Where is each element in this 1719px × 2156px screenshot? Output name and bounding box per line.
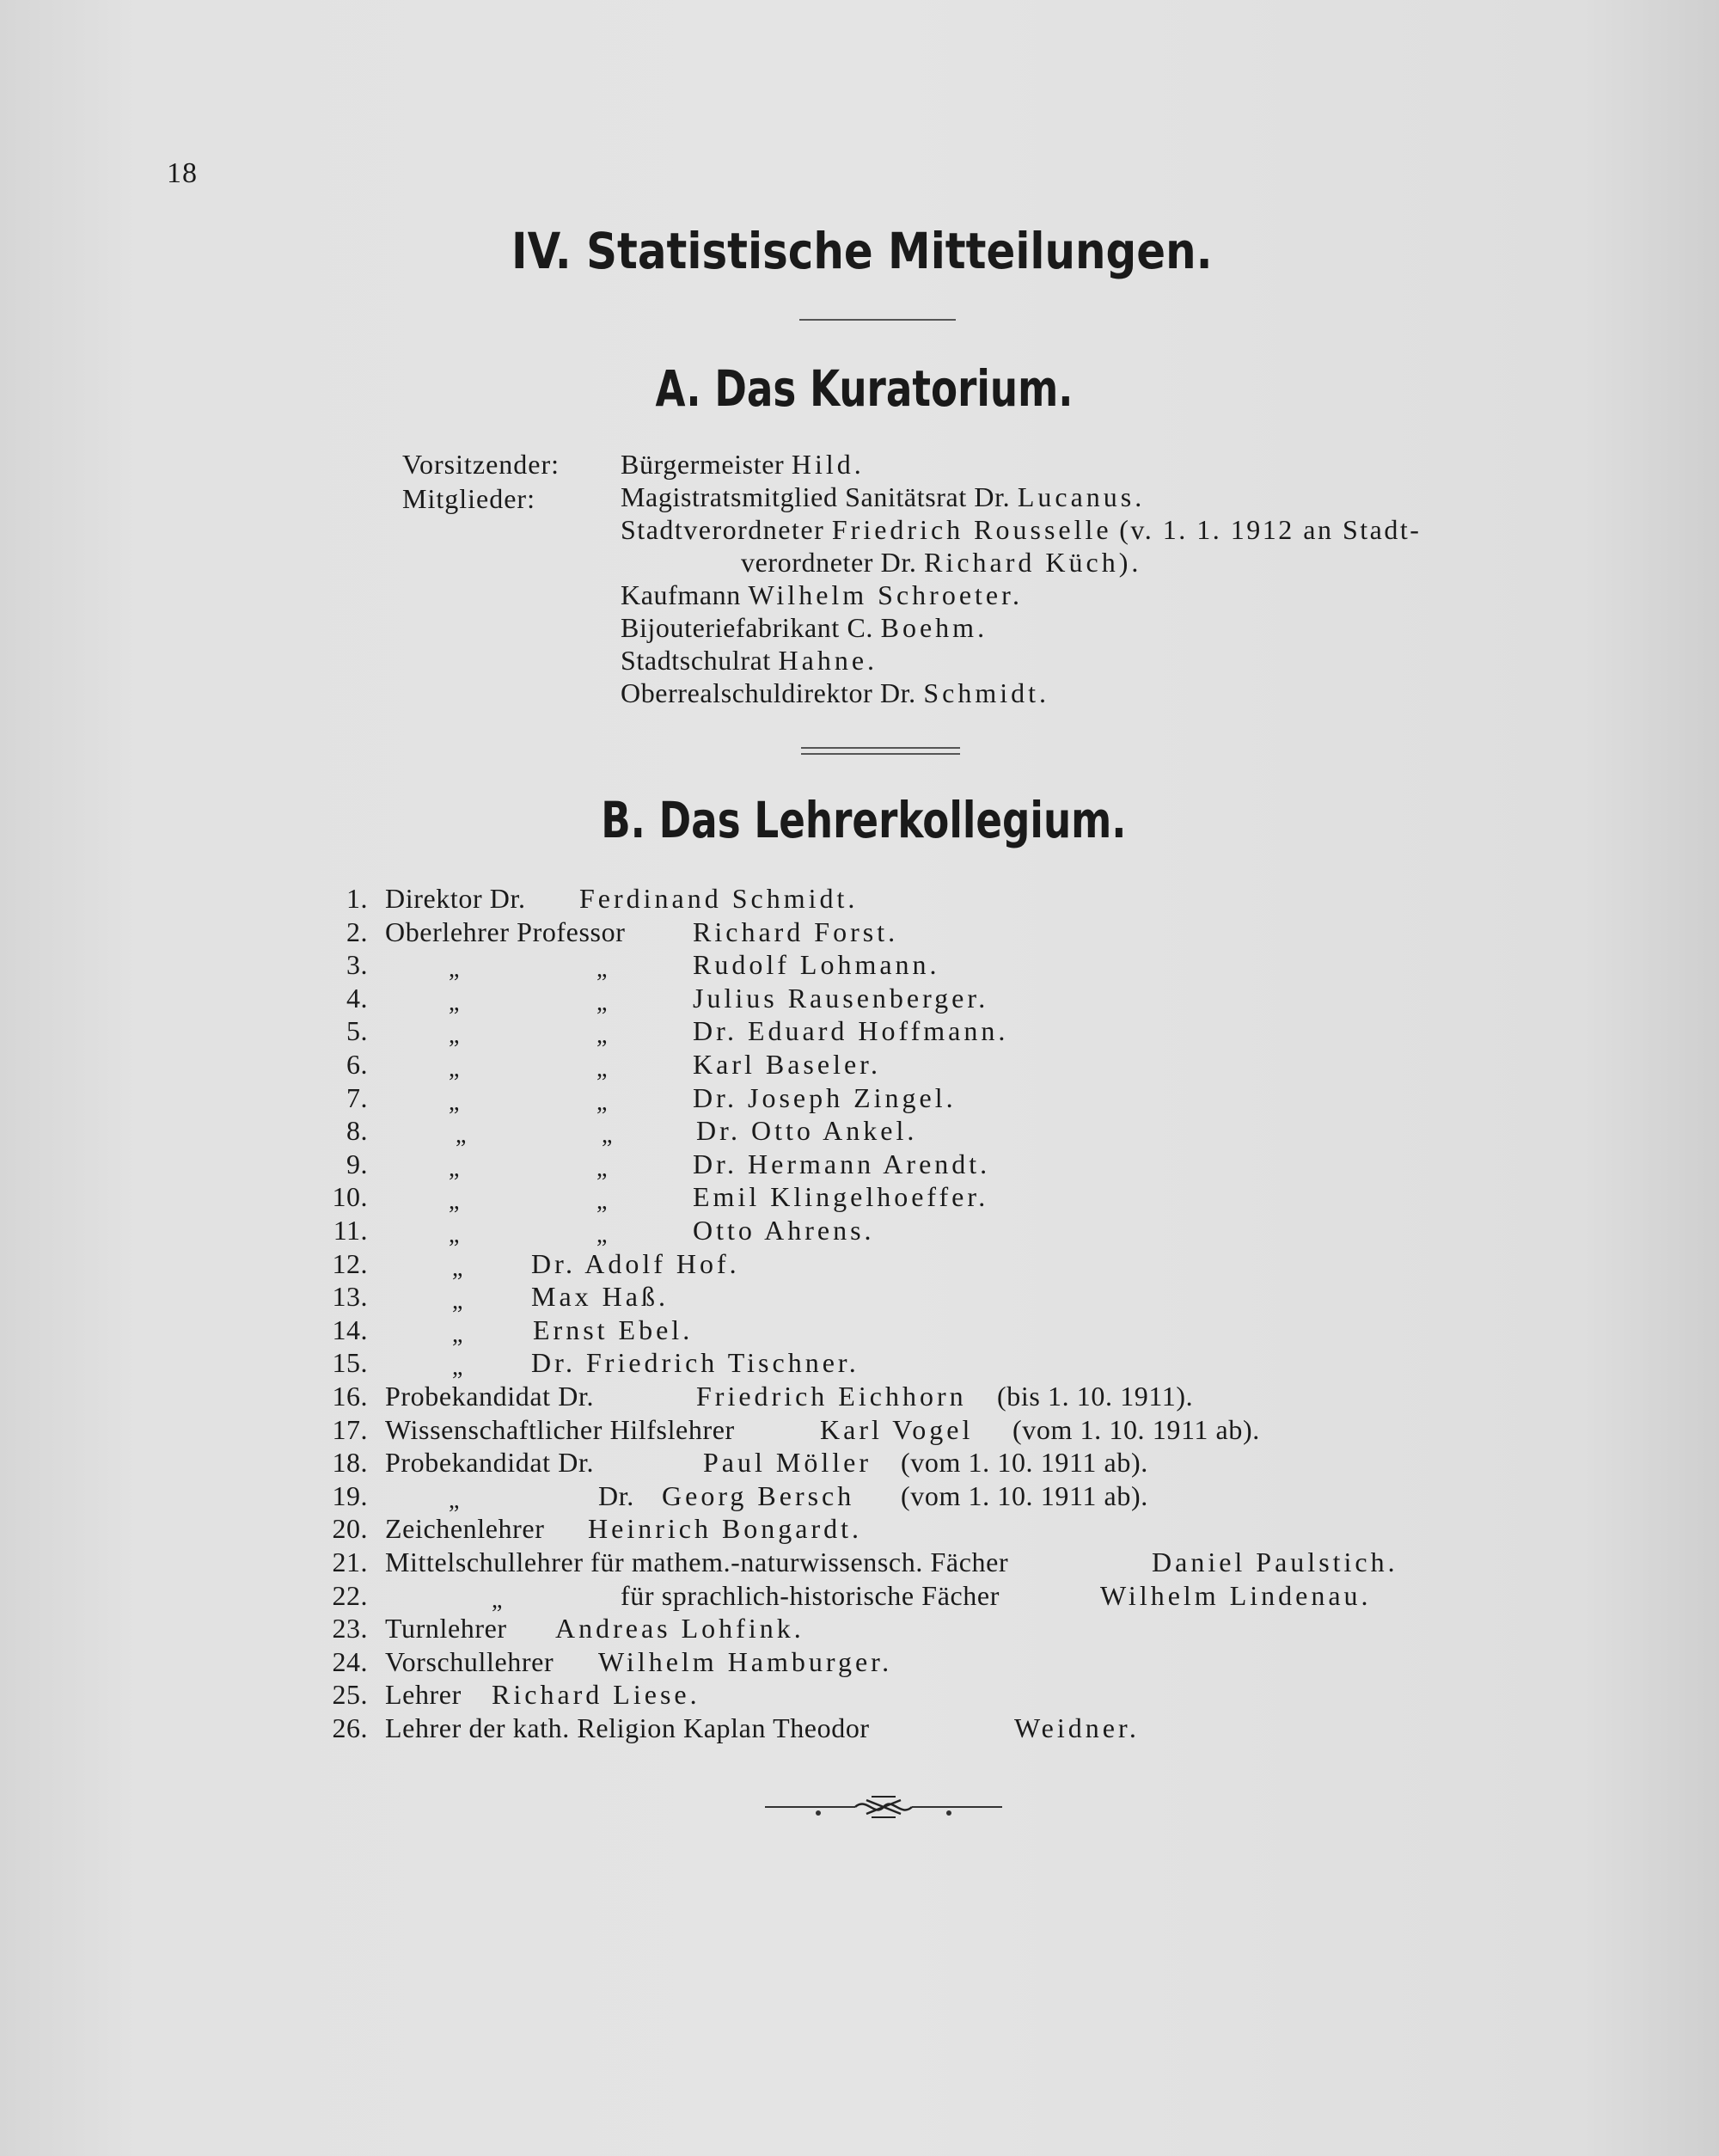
section-rule bbox=[801, 753, 960, 755]
teacher-number: 17. bbox=[332, 1414, 368, 1445]
teacher-number: 24. bbox=[332, 1646, 368, 1677]
teacher-number: 13. bbox=[332, 1281, 368, 1312]
teacher-note: (vom 1. 10. 1911 ab). bbox=[1012, 1414, 1260, 1445]
teacher-role: Mittelschullehrer für mathem.-naturwissensch. Fächer bbox=[385, 1547, 1009, 1577]
teacher-name: Max Haß. bbox=[531, 1281, 669, 1312]
teacher-row bbox=[0, 1082, 1719, 1115]
teacher-role: Direktor Dr. bbox=[385, 883, 526, 914]
member-role: Oberrealschuldirektor Dr. bbox=[621, 677, 916, 708]
teacher-name: Friedrich Eichhorn bbox=[696, 1381, 967, 1412]
teacher-name: Ferdinand Schmidt. bbox=[579, 883, 859, 914]
teacher-name: Emil Klingelhoeffer. bbox=[693, 1181, 989, 1212]
section-rule bbox=[801, 747, 960, 749]
teacher-row bbox=[0, 1381, 1719, 1413]
member-role: Bijouteriefabrikant C. bbox=[621, 612, 874, 643]
page-title: IV. Statistische Mitteilungen. bbox=[511, 222, 1213, 280]
ditto-mark: „ bbox=[449, 1222, 460, 1248]
teacher-number: 14. bbox=[332, 1314, 368, 1345]
ditto-mark: „ bbox=[596, 1056, 608, 1082]
teacher-number: 5. bbox=[346, 1015, 368, 1046]
teacher-role: Oberlehrer Professor bbox=[385, 916, 626, 947]
teacher-number: 1. bbox=[346, 883, 368, 914]
member-entry bbox=[621, 677, 1049, 709]
member-name: Boehm. bbox=[880, 612, 988, 643]
ditto-mark: „ bbox=[452, 1354, 463, 1381]
ditto-mark: „ bbox=[492, 1587, 503, 1614]
teacher-number: 26. bbox=[332, 1712, 368, 1743]
teacher-row bbox=[0, 1513, 1719, 1546]
teacher-number: 7. bbox=[346, 1082, 368, 1113]
teacher-role: Lehrer bbox=[385, 1679, 462, 1710]
teacher-number: 23. bbox=[332, 1613, 368, 1644]
member-name: Wilhelm Schroeter. bbox=[748, 579, 1024, 610]
teacher-name: Dr. Eduard Hoffmann. bbox=[693, 1015, 1009, 1046]
teacher-number: 12. bbox=[332, 1248, 368, 1279]
ditto-mark: „ bbox=[596, 1222, 608, 1248]
teacher-row bbox=[0, 1281, 1719, 1314]
teacher-role: Probekandidat Dr. bbox=[385, 1381, 595, 1412]
teacher-number: 25. bbox=[332, 1679, 368, 1710]
teacher-name: Otto Ahrens. bbox=[693, 1215, 875, 1246]
teacher-row bbox=[0, 1049, 1719, 1081]
teacher-name: Wilhelm Hamburger. bbox=[598, 1646, 893, 1677]
title-rule bbox=[799, 319, 956, 321]
teacher-row bbox=[0, 1115, 1719, 1148]
teacher-row bbox=[0, 1148, 1719, 1181]
teacher-name: Dr. Hermann Arendt. bbox=[693, 1148, 991, 1179]
member-entry bbox=[621, 481, 1145, 513]
member-role: Stadtschulrat bbox=[621, 645, 771, 676]
teacher-role: für sprachlich-historische Fächer bbox=[621, 1580, 1000, 1611]
teacher-row bbox=[0, 1480, 1719, 1513]
teacher-row bbox=[0, 1679, 1719, 1712]
teacher-role: Dr. bbox=[598, 1480, 634, 1511]
teacher-name: Heinrich Bongardt. bbox=[588, 1513, 863, 1544]
ditto-mark: „ bbox=[449, 956, 460, 983]
teacher-name: Rudolf Lohmann. bbox=[693, 949, 940, 980]
ditto-mark: „ bbox=[596, 956, 608, 983]
member-note: (v. 1. 1. 1912 an Stadt- bbox=[1119, 514, 1422, 545]
ditto-mark: „ bbox=[596, 1155, 608, 1182]
teacher-number: 22. bbox=[332, 1580, 368, 1611]
teacher-name: Karl Baseler. bbox=[693, 1049, 882, 1080]
ditto-mark: „ bbox=[449, 1188, 460, 1215]
teacher-number: 2. bbox=[346, 916, 368, 947]
teacher-number: 10. bbox=[332, 1181, 368, 1212]
teacher-row bbox=[0, 1215, 1719, 1247]
ditto-mark: „ bbox=[449, 1155, 460, 1182]
teacher-number: 19. bbox=[332, 1480, 368, 1511]
member-name: Hahne. bbox=[778, 645, 878, 676]
teacher-number: 9. bbox=[346, 1148, 368, 1179]
chair-label: Vorsitzender: bbox=[402, 449, 560, 480]
teacher-note: (vom 1. 10. 1911 ab). bbox=[901, 1447, 1148, 1478]
teacher-role: Lehrer der kath. Religion Kaplan Theodor bbox=[385, 1712, 870, 1743]
teacher-name: Weidner. bbox=[1014, 1712, 1140, 1743]
teacher-row bbox=[0, 1015, 1719, 1048]
ditto-mark: „ bbox=[452, 1288, 463, 1314]
ditto-mark: „ bbox=[596, 1089, 608, 1116]
teacher-row bbox=[0, 1248, 1719, 1281]
teacher-row bbox=[0, 916, 1719, 949]
member-name: Schmidt. bbox=[923, 677, 1050, 708]
ditto-mark: „ bbox=[449, 1022, 460, 1049]
teacher-name: Ernst Ebel. bbox=[533, 1314, 694, 1345]
section-heading-kuratorium: A. Das Kuratorium. bbox=[655, 359, 1074, 418]
teacher-row bbox=[0, 1580, 1719, 1613]
member-entry bbox=[621, 612, 988, 644]
ditto-mark: „ bbox=[602, 1122, 613, 1148]
member-role: Stadtverordneter bbox=[621, 514, 825, 545]
teacher-name: Richard Liese. bbox=[492, 1679, 700, 1710]
teacher-name: Karl Vogel bbox=[820, 1414, 974, 1445]
teacher-number: 6. bbox=[346, 1049, 368, 1080]
teacher-number: 21. bbox=[332, 1547, 368, 1577]
ditto-mark: „ bbox=[452, 1255, 463, 1282]
member-entry bbox=[621, 514, 1421, 546]
member-name: Friedrich Rousselle bbox=[831, 514, 1112, 545]
members-label: Mitglieder: bbox=[402, 483, 535, 514]
teacher-row bbox=[0, 949, 1719, 982]
teacher-name: Wilhelm Lindenau. bbox=[1100, 1580, 1372, 1611]
ornament-divider-icon bbox=[765, 1793, 1002, 1821]
teacher-row bbox=[0, 1347, 1719, 1380]
teacher-row bbox=[0, 1447, 1719, 1479]
ditto-mark: „ bbox=[452, 1321, 463, 1348]
teacher-number: 11. bbox=[333, 1215, 368, 1246]
teacher-name: Paul Möller bbox=[703, 1447, 872, 1478]
teacher-name: Dr. Joseph Zingel. bbox=[693, 1082, 957, 1113]
teacher-name: Richard Forst. bbox=[693, 916, 899, 947]
teacher-name: Dr. Friedrich Tischner. bbox=[531, 1347, 860, 1378]
member-entry bbox=[621, 579, 1023, 611]
teacher-name: Georg Bersch bbox=[662, 1480, 855, 1511]
teacher-role: Zeichenlehrer bbox=[385, 1513, 545, 1544]
teacher-note: (bis 1. 10. 1911). bbox=[997, 1381, 1194, 1412]
teacher-name: Andreas Lohfink. bbox=[555, 1613, 804, 1644]
ditto-mark: „ bbox=[449, 1487, 460, 1514]
chair-role: Bürgermeister bbox=[621, 449, 785, 480]
teacher-name: Dr. Adolf Hof. bbox=[531, 1248, 740, 1279]
ditto-mark: „ bbox=[596, 989, 608, 1016]
teacher-number: 16. bbox=[332, 1381, 368, 1412]
ditto-mark: „ bbox=[456, 1122, 467, 1148]
page-number: 18 bbox=[167, 157, 198, 189]
teacher-row bbox=[0, 1646, 1719, 1679]
member-entry bbox=[621, 645, 878, 677]
ditto-mark: „ bbox=[449, 989, 460, 1016]
chair-entry bbox=[621, 449, 865, 481]
member-entry-continued bbox=[741, 547, 1141, 579]
teacher-role: Wissenschaftlicher Hilfslehrer bbox=[385, 1414, 735, 1445]
member-role: verordneter Dr. bbox=[741, 547, 917, 578]
teacher-row bbox=[0, 883, 1719, 916]
teacher-number: 15. bbox=[332, 1347, 368, 1378]
ditto-mark: „ bbox=[596, 1022, 608, 1049]
member-role: Kaufmann bbox=[621, 579, 741, 610]
teacher-name: Daniel Paulstich. bbox=[1152, 1547, 1398, 1577]
teacher-row bbox=[0, 1314, 1719, 1347]
teacher-number: 3. bbox=[346, 949, 368, 980]
ditto-mark: „ bbox=[449, 1089, 460, 1116]
teacher-number: 4. bbox=[346, 983, 368, 1014]
teacher-number: 20. bbox=[332, 1513, 368, 1544]
teacher-number: 8. bbox=[346, 1115, 368, 1146]
teacher-role: Probekandidat Dr. bbox=[385, 1447, 595, 1478]
teacher-row bbox=[0, 1712, 1719, 1745]
teacher-role: Vorschullehrer bbox=[385, 1646, 554, 1677]
teacher-row bbox=[0, 1181, 1719, 1214]
section-heading-lehrerkollegium: B. Das Lehrerkollegium. bbox=[601, 791, 1127, 849]
ditto-mark: „ bbox=[596, 1188, 608, 1215]
chair-name: Hild. bbox=[791, 449, 865, 480]
teacher-name: Julius Rausenberger. bbox=[693, 983, 989, 1014]
teacher-note: (vom 1. 10. 1911 ab). bbox=[901, 1480, 1148, 1511]
teacher-row bbox=[0, 983, 1719, 1015]
teacher-number: 18. bbox=[332, 1447, 368, 1478]
teacher-row bbox=[0, 1613, 1719, 1645]
teacher-row bbox=[0, 1414, 1719, 1447]
member-role: Magistratsmitglied Sanitätsrat Dr. bbox=[621, 481, 1011, 512]
teacher-row bbox=[0, 1547, 1719, 1579]
member-name: Richard Küch). bbox=[924, 547, 1142, 578]
ditto-mark: „ bbox=[449, 1056, 460, 1082]
teacher-role: Turnlehrer bbox=[385, 1613, 507, 1644]
member-name: Lucanus. bbox=[1017, 481, 1146, 512]
teacher-name: Dr. Otto Ankel. bbox=[696, 1115, 918, 1146]
